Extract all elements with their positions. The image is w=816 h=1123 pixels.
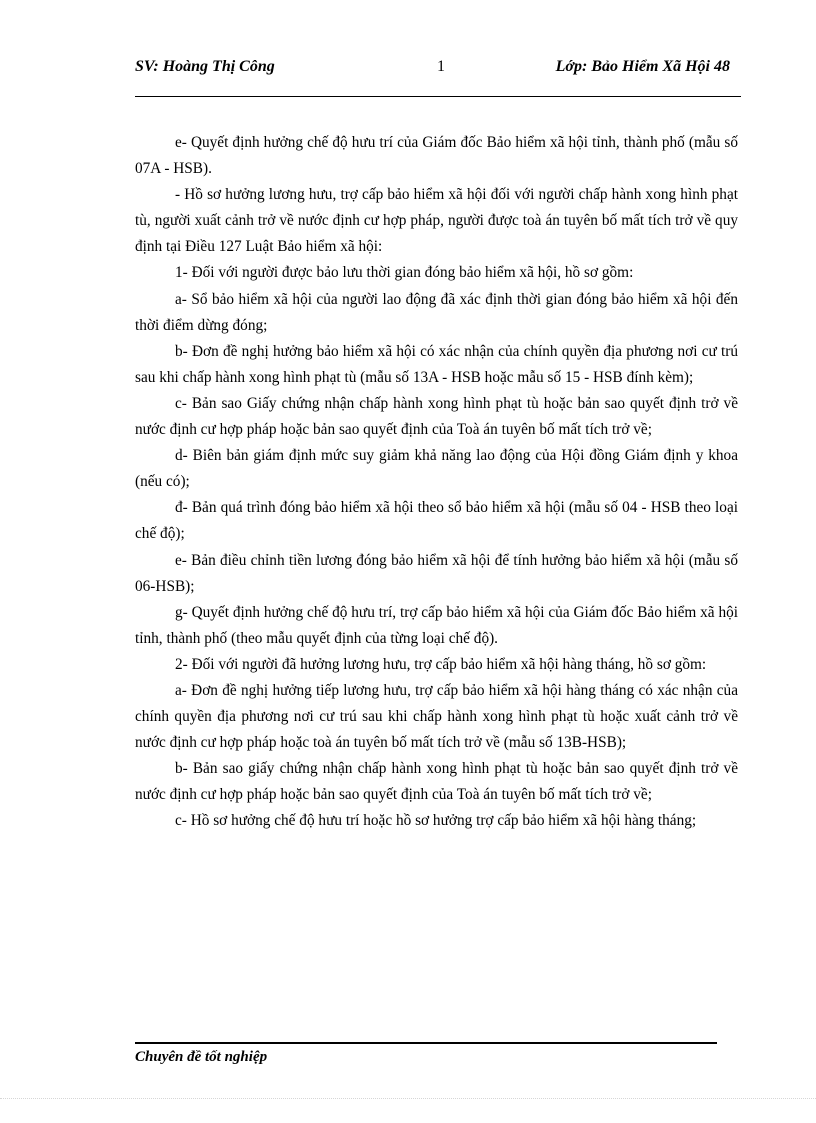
footer-divider bbox=[135, 1042, 717, 1044]
document-body bbox=[135, 130, 738, 835]
paragraph: 2- Đối với người đã hưởng lương hưu, trợ cấp bảo hiểm xã hội hàng tháng, hồ sơ gồm: bbox=[175, 655, 707, 673]
paragraph: e- Bản điều chỉnh tiền lương đóng bảo hiểm xã hội để tính hưởng bảo hiểm xã hội (mẫu số 06-HSB); bbox=[135, 551, 738, 595]
paragraph: b- Đơn đề nghị hưởng bảo hiểm xã hội có xác nhận của chính quyền địa phương nơi cư trú sau khi chấp hành xong hình phạt tù (mẫu số 13A - HSB hoặc mẫu số 15 - HSB đính kèm); bbox=[135, 342, 738, 386]
page-header bbox=[135, 58, 740, 82]
page-footer: Chuyên đề tốt nghiệp bbox=[135, 1049, 268, 1065]
paragraph: c- Bản sao Giấy chứng nhận chấp hành xong hình phạt tù hoặc bản sao quyết định trở về nước định cư hợp pháp hoặc bản sao quyết định của Toà án tuyên bố mất tích trở về; bbox=[135, 394, 738, 439]
header-student-name: SV: Hoàng Thị Công bbox=[135, 58, 275, 75]
paragraph: g- Quyết định hưởng chế độ hưu trí, trợ cấp bảo hiểm xã hội của Giám đốc Bảo hiểm xã hội tỉnh, thành phố (theo mẫu quyết định của từng loại chế độ). bbox=[135, 603, 738, 647]
paragraph: a- Đơn đề nghị hưởng tiếp lương hưu, trợ cấp bảo hiểm xã hội hàng tháng có xác nhận của chính quyền địa phương nơi cư trú sau khi chấp hành xong hình phạt tù hoặc xuất cảnh trở về nước định cư hợp pháp hoặc toà án tuyên bố mất tích trở về (mẫu số 13B-HSB); bbox=[135, 681, 738, 752]
paragraph: e- Quyết định hưởng chế độ hưu trí của Giám đốc Bảo hiểm xã hội tỉnh, thành phố (mẫu số 07A - HSB). bbox=[135, 134, 738, 178]
header-page-number: 1 bbox=[437, 58, 445, 75]
paragraph: 1- Đối với người được bảo lưu thời gian đóng bảo hiểm xã hội, hồ sơ gồm: bbox=[175, 264, 634, 282]
paragraph: - Hồ sơ hưởng lương hưu, trợ cấp bảo hiểm xã hội đối với người chấp hành xong hình phạt tù, người xuất cảnh trở về nước định cư hợp pháp, người được toà án tuyên bố mất tích trở về quy định tại Điều 127 Luật Bảo hiểm xã hội: bbox=[135, 186, 738, 256]
paragraph: d- Biên bản giám định mức suy giảm khả năng lao động của Hội đồng Giám định y khoa (nếu có); bbox=[135, 447, 738, 491]
paragraph: đ- Bản quá trình đóng bảo hiểm xã hội theo sổ bảo hiểm xã hội (mẫu số 04 - HSB theo loại chế độ); bbox=[135, 499, 738, 543]
header-divider bbox=[135, 96, 741, 97]
paragraph: a- Sổ bảo hiểm xã hội của người lao động đã xác định thời gian đóng bảo hiểm xã hội đến thời điểm dừng đóng; bbox=[135, 290, 738, 334]
paragraph: b- Bản sao giấy chứng nhận chấp hành xong hình phạt tù hoặc bản sao quyết định trở về nước định cư hợp pháp hoặc bản sao quyết định của Toà án tuyên bố mất tích trở về; bbox=[135, 760, 738, 804]
paragraph: c- Hồ sơ hưởng chế độ hưu trí hoặc hồ sơ hưởng trợ cấp bảo hiểm xã hội hàng tháng; bbox=[175, 812, 697, 830]
header-class-name: Lớp: Bảo Hiểm Xã Hội 48 bbox=[555, 58, 730, 75]
page-boundary bbox=[0, 1098, 816, 1099]
